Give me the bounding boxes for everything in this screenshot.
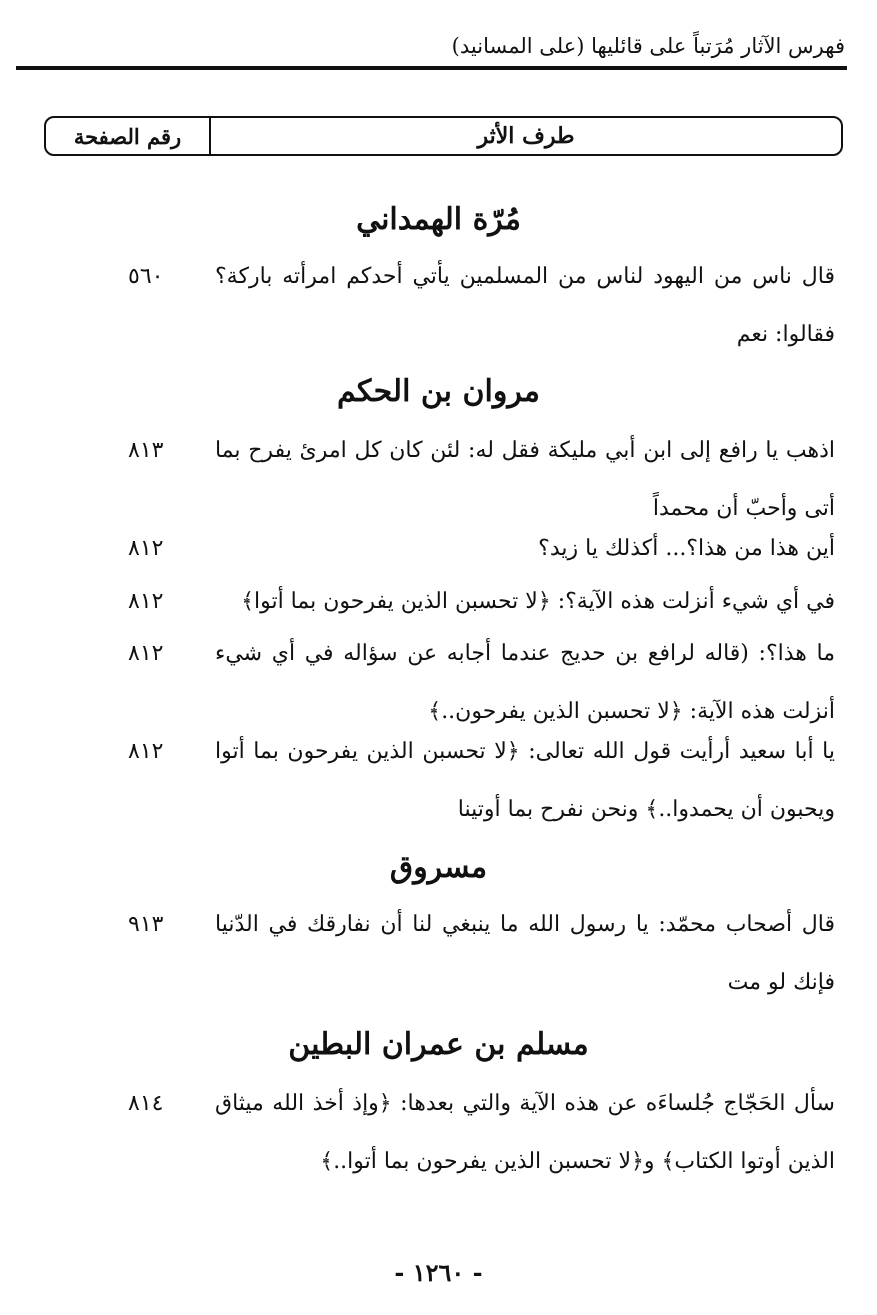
entry-page-number: ٨١٢ bbox=[128, 536, 164, 561]
page-number: - ١٢٦٠ - bbox=[394, 1258, 483, 1287]
entry-text: يا أبا سعيد أرأيت قول الله تعالى: ﴿لا تحسبن الذين يفرحون بما أتوا ويحبون أن يحمدوا..﴾ ونحن نفرح بما أوتينا bbox=[215, 739, 835, 822]
entry-page-number: ٨١٢ bbox=[128, 739, 164, 764]
entry-text: ما هذا؟: (قاله لرافع بن حديج عندما أجابه عن سؤاله في أي شيء أنزلت هذه الآية: ﴿لا تحسبن الذين يفرحون..﴾ bbox=[215, 641, 835, 724]
entry-text: قال أصحاب محمّد: يا رسول الله ما ينبغي لنا أن نفارقك في الدّنيا فإنك لو مت bbox=[215, 912, 835, 995]
section-title: مروان بن الحكم bbox=[337, 374, 540, 409]
column-header-page: رقم الصفحة bbox=[46, 118, 211, 154]
running-header: فهرس الآثار مُرَتباً على قائليها (على المسانيد) bbox=[451, 34, 845, 58]
section-title: مسلم بن عمران البطين bbox=[288, 1027, 589, 1062]
entry-page-number: ٨١٢ bbox=[128, 641, 164, 666]
section-title: مسروق bbox=[389, 850, 488, 885]
entry-page-number: ٨١٤ bbox=[128, 1091, 164, 1116]
entry-text: أين هذا من هذا؟... أكذلك يا زيد؟ bbox=[538, 536, 835, 561]
section-title: مُرّة الهمداني bbox=[356, 202, 521, 237]
header-rule bbox=[16, 66, 847, 70]
entry-text: في أي شيء أنزلت هذه الآية؟: ﴿لا تحسبن الذين يفرحون بما أتوا﴾ bbox=[241, 589, 835, 614]
entry-page-number: ٨١٢ bbox=[128, 589, 164, 614]
entry-page-number: ٨١٣ bbox=[128, 438, 164, 463]
entry-page-number: ٥٦٠ bbox=[128, 264, 164, 289]
entry-text: اذهب يا رافع إلى ابن أبي مليكة فقل له: لئن كان كل امرئ يفرح بما أتى وأحبّ أن محمداً bbox=[215, 438, 836, 521]
column-header-main: طرف الأثر bbox=[477, 123, 575, 149]
entry-text: سأل الحَجّاج جُلساءَه عن هذه الآية والتي بعدها: ﴿وإذ أخذ الله ميثاق الذين أوتوا الكتاب﴾ و﴿لا تحسبن الذين يفرحون بما أتوا..﴾ bbox=[215, 1091, 835, 1174]
entry-page-number: ٩١٣ bbox=[128, 912, 164, 937]
column-header bbox=[44, 116, 843, 156]
entry-text: قال ناس من اليهود لناس من المسلمين يأتي أحدكم امرأته باركة؟ فقالوا: نعم bbox=[215, 264, 835, 347]
